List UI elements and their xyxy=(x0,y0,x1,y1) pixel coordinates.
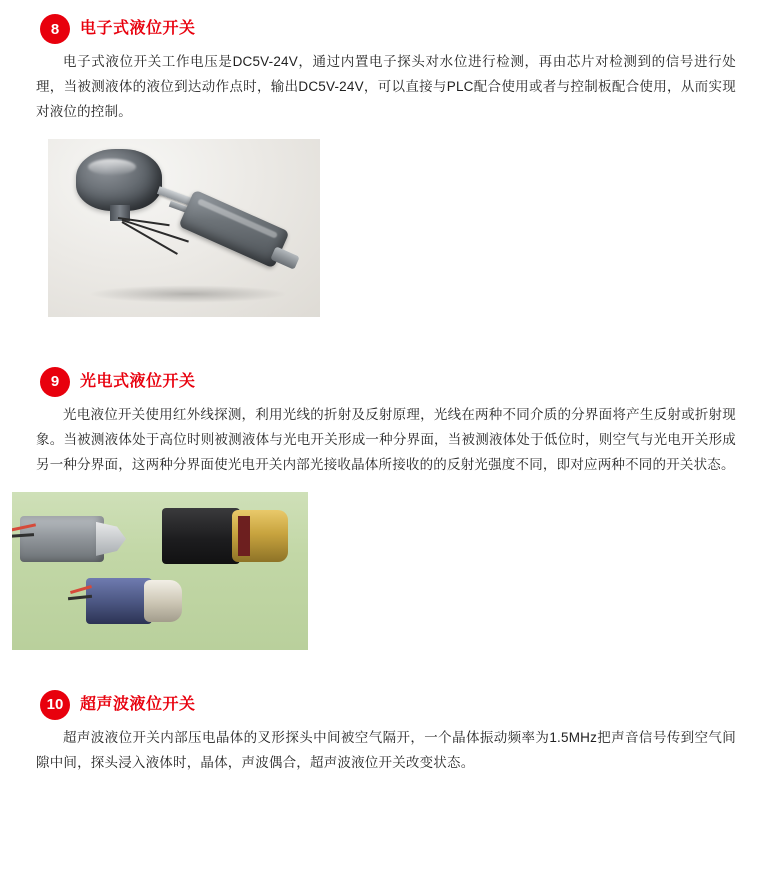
section-9-title: 光电式液位开关 xyxy=(80,373,196,391)
section-10-paragraph: 超声波液位开关内部压电晶体的叉形探头中间被空气隔开，一个晶体振动频率为1.5MHz把声音信号传到空气间隙中间，探头浸入液体时，晶体，声波偶合，超声波液位开关改变状态。 xyxy=(36,729,736,770)
spacer xyxy=(0,660,772,676)
section-10 xyxy=(0,690,772,776)
electronic-float-switch-photo xyxy=(48,139,320,317)
wire-2 xyxy=(122,221,178,255)
section-9-figure xyxy=(0,492,772,650)
document-page xyxy=(0,14,772,776)
photo-shadow xyxy=(88,285,288,303)
section-9 xyxy=(0,367,772,650)
section-9-number-badge: 9 xyxy=(40,367,70,397)
sensor-unit-blue-white xyxy=(86,578,152,624)
section-8-number-badge: 8 xyxy=(40,14,70,44)
switch-tip xyxy=(270,246,299,269)
sensor-unit-gray xyxy=(20,516,104,562)
section-8-paragraph: 电子式液位开关工作电压是DC5V-24V，通过内置电子探头对水位进行检测，再由芯片对检测到的信号进行处理，当被测液体的液位到达动作点时，输出DC5V-24V，可以直接与PLC配合使用或者与控制板配合使用，从而实现对液位的控制。 xyxy=(36,54,736,119)
sensor-unit-black-amber xyxy=(162,508,240,564)
section-8-title: 电子式液位开关 xyxy=(80,20,196,38)
section-10-title: 超声波液位开关 xyxy=(80,696,196,714)
float-bulb xyxy=(76,149,162,211)
section-8-heading xyxy=(0,14,772,44)
section-10-number-badge: 10 xyxy=(40,690,70,720)
section-8-figure xyxy=(0,139,772,317)
section-9-paragraph: 光电液位开关使用红外线探测，利用光线的折射及反射原理，光线在两种不同介质的分界面将产生反射或折射现象。当被测液体处于高位时则被测液体与光电开关形成一种分界面，当被测液体处于低位时，则空气与光电开关形成另一种分界面，这两种分界面使光电开关内部光接收晶体所接收的的反射光强度不同，即对应两种不同的开关状态。 xyxy=(36,406,736,472)
section-9-heading xyxy=(0,367,772,397)
spacer xyxy=(0,327,772,353)
section-10-heading xyxy=(0,690,772,720)
section-8 xyxy=(0,14,772,317)
photoelectric-level-switch-photo xyxy=(12,492,308,650)
